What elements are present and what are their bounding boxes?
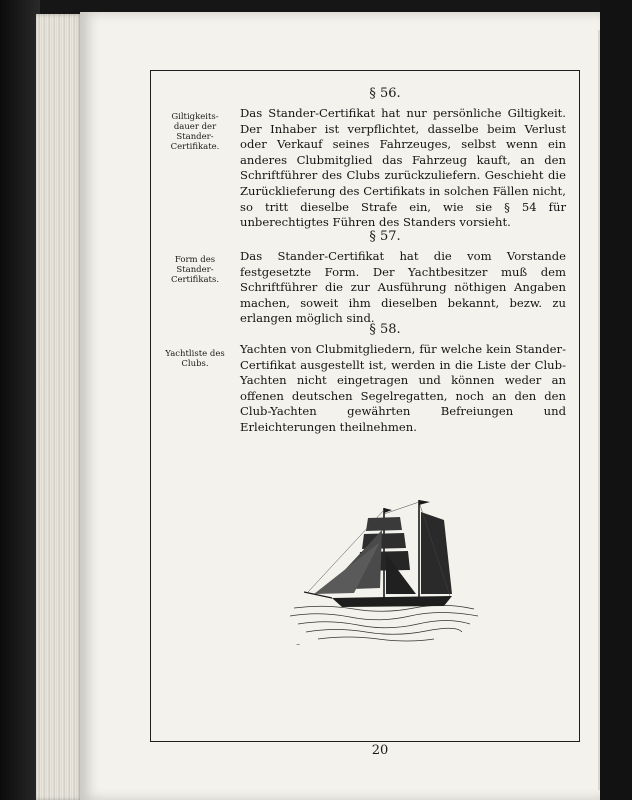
section-57-title: § 57. [369,229,401,244]
page-number: 20 [371,743,389,758]
section-56-title: § 56. [369,86,401,101]
book-left-cover [0,0,40,800]
section-58-text: Yachten von Clubmitgliedern, für welche kein Stander-Certifikat ausgestellt ist, werden in die Liste der Club-Yachten nicht eingetragen und können weder an offenen deutschen Segelregatten, noch an den den Club-Yachten gewährten Befreiungen und Erleichterungen theilnehmen. [240,342,566,434]
section-58-margin-note: Yachtliste des Clubs. [165,349,225,369]
section-56-text: Das Stander-Certifikat hat nur persönliche Giltigkeit. Der Inhaber ist verpflichtet, dasselbe beim Verlust oder Verkauf seines Fahrzeuges, selbst wenn ein anderes Clubmitglied das Fahrzeug kauft, an den Schriftführer des Clubs zurückzuliefern. Geschieht die Zurücklieferung des Certifikats in solchen Fällen nicht, so tritt dieselbe Strafe ein, wie sie § 54 für unberechtigtes Führen des Standers vorsieht. [240,106,566,230]
section-57-margin-note: Form des Stander-Certifikats. [170,255,220,285]
page-edges [36,14,82,800]
section-56-margin-note: Giltigkeits-dauer der Stander-Certifikate. [170,112,220,152]
sailing-ship-illustration [284,490,484,650]
section-58-title: § 58. [369,322,401,337]
book-right-shadow [600,0,632,800]
svg-text:~: ~ [296,642,301,648]
section-57-text: Das Stander-Certifikat hat die vom Vorstande festgesetzte Form. Der Yachtbesitzer muß dem Schriftführer die zur Ausführung nöthigen Angaben machen, soweit ihm dieselben bekannt, bezw. zu erlangen möglich sind. [240,249,566,326]
